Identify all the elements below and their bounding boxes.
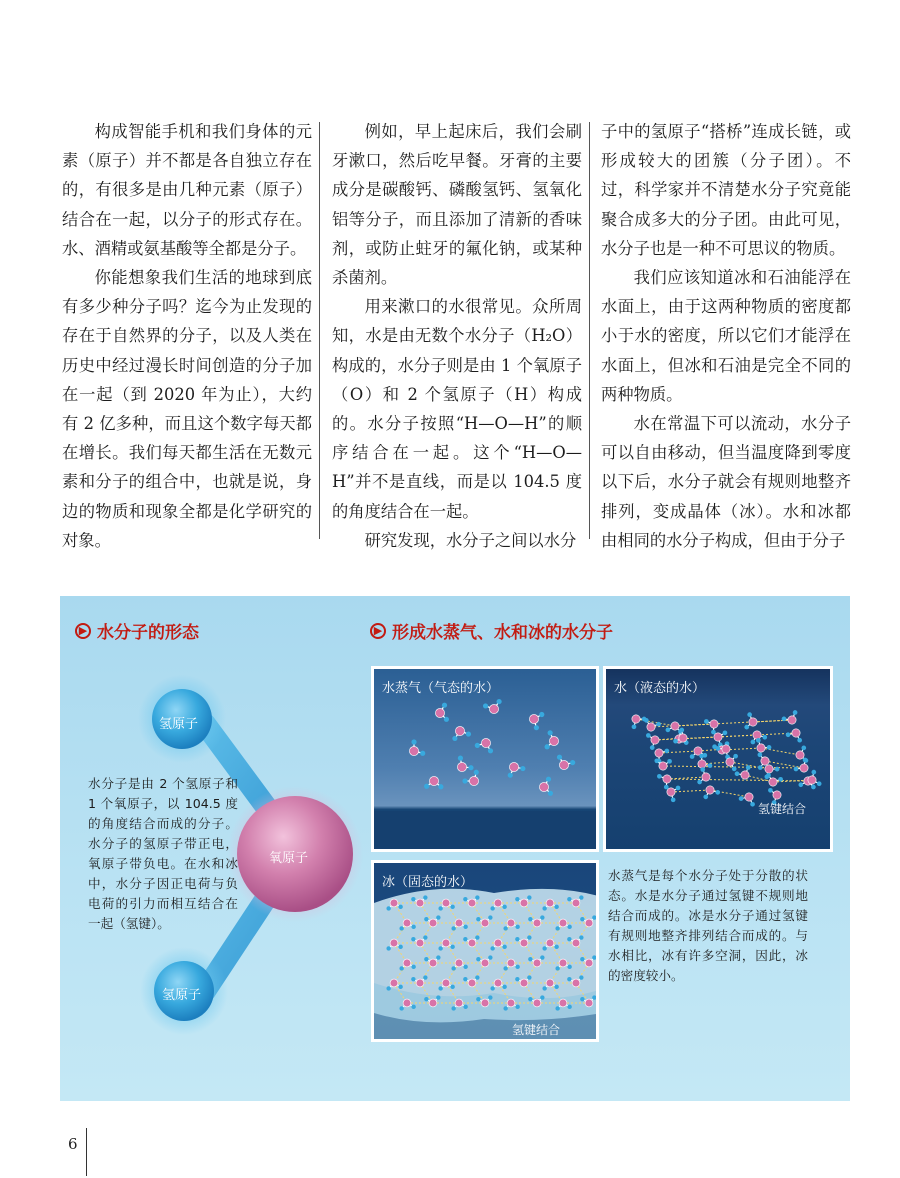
section-title-states — [370, 618, 613, 643]
water-molecule — [766, 773, 783, 786]
circled-arrow-icon: ▶ — [75, 623, 91, 639]
hydrogen-bond — [761, 748, 800, 755]
text-column-1 — [62, 117, 312, 555]
water-molecule — [508, 762, 526, 777]
text-column-2 — [332, 117, 582, 555]
column-divider — [319, 122, 320, 539]
column-divider — [589, 122, 590, 539]
water-molecule — [764, 765, 779, 779]
water-molecule — [435, 703, 449, 722]
water-molecule — [632, 715, 647, 729]
hydrogen-label-bottom: 氢原子 — [162, 988, 202, 1003]
water-molecule — [716, 745, 731, 759]
water-molecule — [739, 793, 755, 807]
water-molecule — [667, 786, 680, 803]
paragraph: 我们应该知道冰和石油能浮在水面上，由于这两种物质的密度都小于水的密度，所以它们才能浮在水面上，但冰和石油是完全不同的两种物质。 — [601, 268, 851, 404]
oxygen-label: 氧原子 — [269, 851, 309, 866]
water-molecule — [704, 719, 718, 734]
section-title-text: 形成水蒸气、水和冰的水分子 — [392, 623, 613, 643]
paragraph: 构成智能手机和我们身体的元素（原子）并不都是各自独立存在的，有很多是由几种元素（原子）结合在一起，以分子的形式存在。水、酒精或氨基酸等全都是分子。 — [62, 122, 312, 258]
hydrogen-bond-label: 氢键结合 — [512, 1023, 561, 1037]
water-molecule — [654, 758, 671, 770]
water-molecule — [475, 738, 493, 753]
paragraph: 你能想象我们生活的地球到底有多少种分子吗？迄今为止发现的存在于自然界的分子，以及人类在历史中经过漫长时间创造的分子加在一起（到 2020 年为止），大约有 2 亿多种，而且这个数字每天都在增长。我们每天都生活在无数元素和分子的组合中，也就是说，身边的物质和现象全都是化学研究的对象。 — [62, 268, 312, 550]
states-description: 水蒸气是每个水分子处于分散的状态。水是水分子通过氢键不规则地结合而成的。冰是水分子通过氢键有规则地整齐排列结合而成的。与水相比，冰有许多空洞，因此，冰的密度较小。 — [608, 868, 808, 983]
page-number: 6 — [68, 1135, 78, 1153]
paragraph: 子中的氢原子“搭桥”连成长链，或形成较大的团簇（分子团）。不过，科学家并不清楚水分子究竟能聚合成多大的分子团。由此可见，水分子也是一种不可思议的物质。 — [601, 122, 851, 258]
water-molecule — [452, 726, 471, 741]
molecule-description: 水分子是由 2 个氢原子和 1 个氧原子，以 104.5 度的角度结合而成的分子。水分子的氢原子带正电，氧原子带负电。在水和冰中，水分子因正电荷与负电荷的引力而相互结合在一起（氢键）。 — [88, 776, 238, 931]
hydrogen-bond — [671, 790, 710, 792]
paragraph: 例如，早上起床后，我们会刷牙漱口，然后吃早餐。牙膏的主要成分是碳酸钙、磷酸氢钙、氢氧化铝等分子，而且添加了清新的香味剂，或防止蛀牙的氟化钠，或某种杀菌剂。 — [332, 122, 582, 288]
water-molecule — [457, 756, 473, 772]
water-molecule — [424, 776, 443, 789]
vapor-label: 水蒸气（气态的水） — [382, 681, 500, 696]
hydrogen-bond-label: 氢键结合 — [758, 802, 807, 816]
water-molecule-figure — [60, 596, 850, 1101]
water-molecule — [557, 755, 575, 770]
water-molecule — [786, 729, 802, 743]
water-molecule — [782, 710, 798, 724]
water-molecule — [646, 733, 659, 750]
water-molecule — [462, 770, 478, 786]
ice-panel — [371, 860, 599, 1042]
water-molecule — [808, 770, 822, 786]
hydrogen-bond — [667, 777, 706, 779]
footer-divider — [86, 1128, 87, 1176]
vapor-panel — [371, 666, 599, 852]
water-molecule — [539, 777, 553, 796]
water-molecule — [703, 786, 720, 799]
paragraph: 研究发现，水分子之间以水分 — [364, 530, 577, 550]
water-molecule — [697, 767, 710, 784]
water-molecule — [483, 699, 502, 714]
water-molecule — [756, 738, 771, 752]
water-molecule — [794, 758, 809, 773]
water-molecule — [690, 747, 707, 759]
liquid-panel — [603, 666, 833, 852]
vapor-molecules — [374, 669, 599, 852]
hydrogen-label-top: 氢原子 — [159, 717, 199, 732]
ice-label: 冰（固态的水） — [382, 875, 474, 890]
water-molecule — [644, 718, 661, 731]
water-molecule — [529, 712, 544, 730]
water-molecule — [657, 774, 671, 789]
paragraph: 用来漱口的水很常见。众所周知，水是由无数个水分子（H₂O）构成的，水分子则是由 1 个氧原子（O）和 2 个氢原子（H）构成的。水分子按照“H—O—H”的顺序结合在一起。这个“H—O—H”并不是直线，而是以 104.5 度的角度结合在一起。 — [332, 297, 582, 521]
water-molecule — [409, 739, 425, 755]
hydrogen-bond — [667, 779, 808, 781]
text-column-3 — [601, 117, 851, 555]
liquid-label: 水（液态的水） — [614, 681, 706, 696]
water-molecule — [545, 730, 559, 749]
section-title-text: 水分子的形态 — [97, 623, 199, 643]
water-molecule — [744, 712, 757, 729]
liquid-molecules — [606, 669, 833, 852]
circled-arrow-icon: ▶ — [370, 623, 386, 639]
paragraph: 水在常温下可以流动，水分子可以自由移动，但当温度降到零度以下后，水分子就会有规则地整齐排列，变成晶体（冰）。水和冰都由相同的水分子构成，但由于分子 — [601, 414, 851, 550]
